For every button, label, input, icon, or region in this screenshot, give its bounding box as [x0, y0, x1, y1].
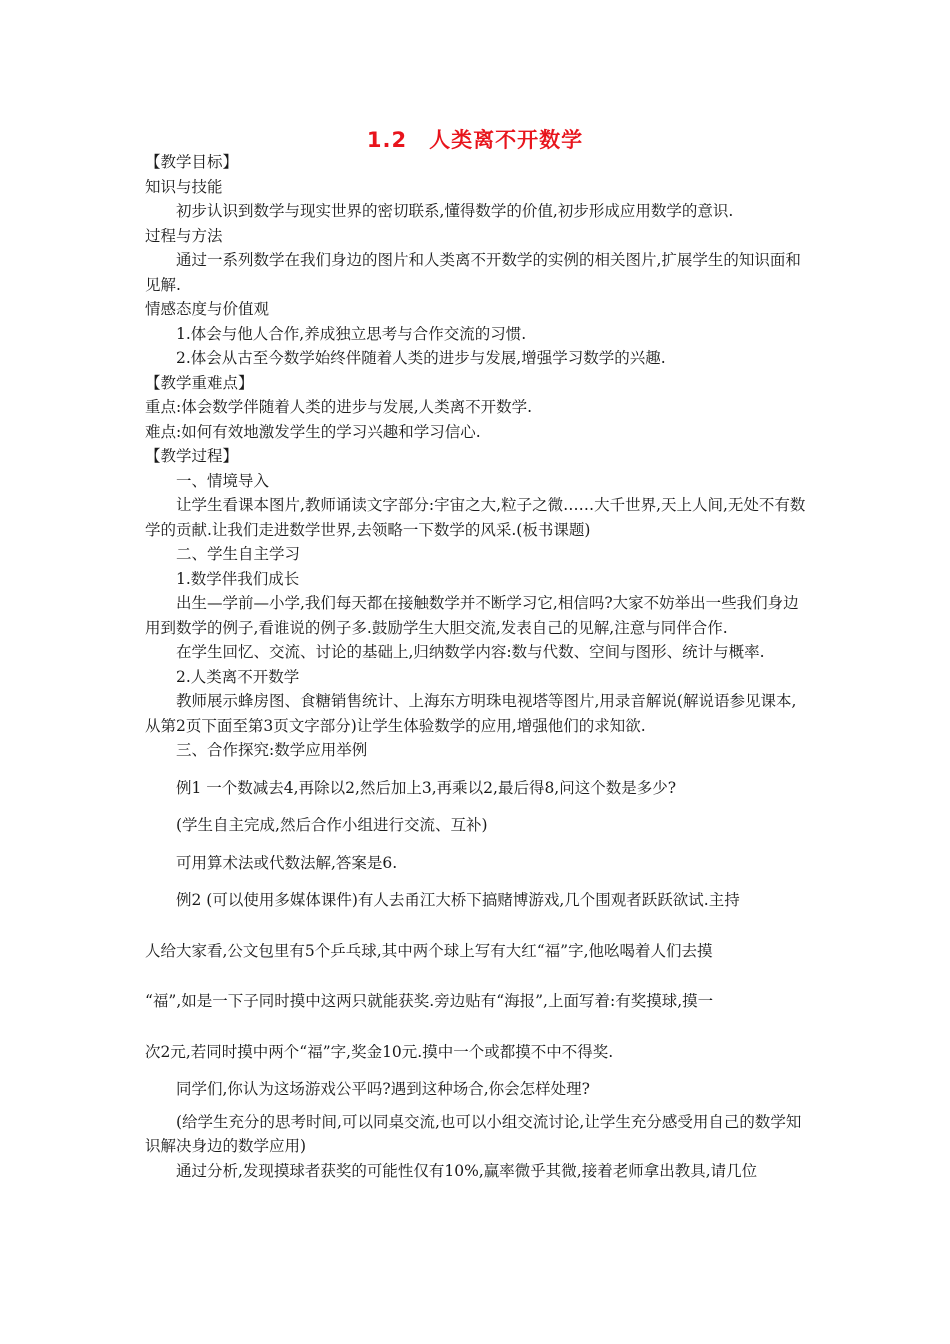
paragraph-key-point: 重点:体会数学伴随着人类的进步与发展,人类离不开数学. — [145, 398, 533, 416]
example-2-line-4: 次2元,若同时摸中两个“福”字,奖金10元.摸中一个或都摸不中不得奖. — [145, 1042, 614, 1061]
section-header-goals: 【教学目标】 — [145, 153, 239, 171]
subheading-step2-1: 1.数学伴我们成长 — [176, 569, 300, 588]
example-1-answer: 可用算术法或代数法解,答案是6. — [176, 853, 398, 872]
step-title-1: 一、情境导入 — [176, 471, 270, 490]
subheading-knowledge: 知识与技能 — [145, 177, 223, 196]
example-2-line-2: 人给大家看,公文包里有5个乒乓球,其中两个球上写有大红“福”字,他吆喝着人们去摸 — [145, 941, 713, 960]
paragraph-process: 通过一系列数学在我们身边的图片和人类离不开数学的实例的相关图片,扩展学生的知识面和见解. — [145, 251, 801, 294]
subheading-process: 过程与方法 — [145, 226, 223, 245]
paragraph-step1: 让学生看课本图片,教师诵读文字部分:宇宙之大,粒子之微……大千世界,天上人间,无处不有数学的贡献.让我们走进数学世界,去领略一下数学的风采.(板书课题) — [145, 496, 806, 539]
example-1-note: (学生自主完成,然后合作小组进行交流、互补) — [176, 816, 488, 834]
example-2-line-1: 例2 (可以使用多媒体课件)有人去甬江大桥下搞赌博游戏,几个围观者跃跃欲试.主持 — [176, 891, 740, 909]
list-item-emotion-1: 1.体会与他人合作,养成独立思考与合作交流的习惯. — [176, 324, 527, 343]
page-title: 1.2 人类离不开数学 — [366, 128, 584, 152]
section-header-process: 【教学过程】 — [145, 447, 239, 465]
example-2-line-3: “福”,如是一下子同时摸中这两只就能获奖.旁边贴有“海报”,上面写着:有奖摸球,摸一 — [145, 992, 714, 1010]
paragraph-discussion: (给学生充分的思考时间,可以同桌交流,也可以小组交流讨论,让学生充分感受用自己的数学知识解决身边的数学应用) — [145, 1112, 802, 1155]
paragraph-step2-2: 在学生回忆、交流、讨论的基础上,归纳数学内容:数与代数、空间与图形、统计与概率. — [176, 643, 765, 661]
paragraph-step2-3: 教师展示蜂房图、食糖销售统计、上海东方明珠电视塔等图片,用录音解说(解说语参见课本,从第2页下面至第3页文字部分)让学生体验数学的应用,增强他们的求知欲. — [145, 692, 797, 735]
paragraph-knowledge: 初步认识到数学与现实世界的密切联系,懂得数学的价值,初步形成应用数学的意识. — [176, 202, 734, 220]
step-title-2: 二、学生自主学习 — [176, 545, 301, 563]
paragraph-question: 同学们,你认为这场游戏公平吗?遇到这种场合,你会怎样处理? — [176, 1080, 590, 1098]
example-1: 例1 一个数减去4,再除以2,然后加上3,再乘以2,最后得8,问这个数是多少? — [176, 778, 677, 797]
subheading-emotion: 情感态度与价值观 — [145, 300, 270, 318]
paragraph-step2-1: 出生—学前—小学,我们每天都在接触数学并不断学习它,相信吗?大家不妨举出一些我们身边用到数学的例子,看谁说的例子多.鼓励学生大胆交流,发表自己的见解,注意与同伴合作. — [145, 594, 799, 637]
subheading-step2-2: 2.人类离不开数学 — [176, 667, 300, 686]
paragraph-difficult-point: 难点:如何有效地激发学生的学习兴趣和学习信心. — [145, 422, 481, 441]
document-body — [145, 150, 810, 1183]
list-item-emotion-2: 2.体会从古至今数学始终伴随着人类的进步与发展,增强学习数学的兴趣. — [176, 349, 666, 367]
step-title-3: 三、合作探究:数学应用举例 — [176, 741, 368, 759]
section-header-key: 【教学重难点】 — [145, 373, 254, 392]
paragraph-analysis: 通过分析,发现摸球者获奖的可能性仅有10%,赢率微乎其微,接着老师拿出教具,请几位 — [176, 1161, 758, 1180]
